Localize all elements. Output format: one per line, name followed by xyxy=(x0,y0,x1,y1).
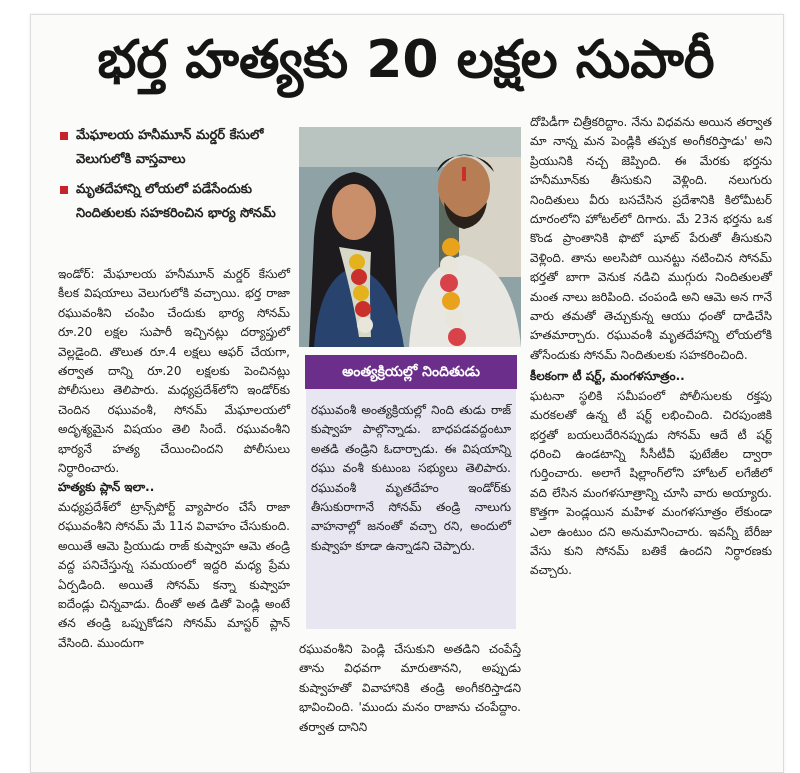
red-bullet-icon xyxy=(60,186,68,194)
photo-caption: అంత్యక్రియల్లో నిందితుడు xyxy=(305,355,517,389)
article-paragraph: ఇండోర్: మేఘాలయ హనీమూన్ మర్డర్ కేసులో కీలక విషయాలు వెలుగులోకి వచ్చాయి. భర్త రాజా రఘువంశీని చంపిం చేందుకు భార్య సోనమ్ రూ.20 లక్షల సుపారీ ఇచ్చినట్లు దర్యాప్తులో వెల్లడైంది. తొలుత రూ.4 లక్షలు ఆఫర్ చేయగా, తర్వాత దాన్ని రూ.20 లక్షలకు పెంచినట్లు పోలీసులు తెలిపారు. మధ్యప్రదేశ్‌లోని ఇండోర్‌కు చెందిన రఘువంశీ, సోనమ్ మేఘాలయలో అదృశ్యమైన విషయం తెలి సిందే. రఘువంశీని భార్యనే హత్య చేయించిందని పోలీసులు నిర్ధారించారు. xyxy=(58,267,290,476)
highlights-list xyxy=(60,124,290,232)
couple-photo xyxy=(299,127,521,347)
article-paragraph: ఘటనా స్థలికి సమీపంలో పోలీసులకు రక్తపు మరకలతో ఉన్న టీ షర్ట్ లభించింది. చిరపుంజికి భర్తతో బయలుదేరినప్పుడు సోనమ్ ఆదే టీ షర్ట్ ధరించి ఉండటాన్ని సీసీటీవీ ఫుటేజీల ద్వారా గుర్తించారు. అలాగే షిల్లాంగ్‌లోని హోటల్ లగేజీలో వది లేసిన మంగళసూత్రాన్ని చూసి వారు అయ్యారు. కొత్తగా పెండ్లయిన మహిళ మంగళసూత్రం లేకుండా ఎలా ఉంటుం దని అనుమానించారు. ఇవన్నీ బేరీజు వేసు కుని సోనమ్ బతికే ఉందని నిర్ధారణకు వచ్చారు. xyxy=(530,388,772,578)
article-column-2: రఘువంశీని పెండ్లి చేసుకుని అతడిని చంపేస్తే తాను విధవగా మారుతానని, అప్పుడు కుష్వాహతో వివాహానికి తండ్రి అంగీకరిస్తాడని భావించింది. 'ముందు మనం రాజాను చంపేద్దాం. తర్వాత దానిని xyxy=(299,642,521,734)
highlight-text: మేఘాలయ హనీమూన్ మర్డర్ కేసులో వెలుగులోకి వాస్తవాలు xyxy=(76,128,264,167)
highlight-item xyxy=(60,178,290,226)
highlight-item xyxy=(60,124,290,172)
headline: భర్త హత్యకు 20 లక్షల సుపారీ xyxy=(97,30,715,90)
article-column-1 xyxy=(58,265,290,653)
red-bullet-icon xyxy=(60,132,68,140)
highlight-text: మృతదేహాన్ని లోయలో పడేసేందుకు నిందితులకు సహకరించిన భార్య సోనమ్ xyxy=(76,182,276,221)
sidebar-text: రఘువంశీ అంత్యక్రియల్లో నింది తుడు రాజ్ కుష్వాహ పాల్గొన్నాడు. బాధపడవద్దంటూ అతడి తండ్రిని ఓదార్చాడు. ఈ విషయాన్ని రఘు వంశీ కుటుంబ సభ్యులు తెలిపారు. రఘువంశీ మృతదేహం ఇండోర్‌కు తీసుకురాగానే సోనమ్ తండ్రి నాలుగు వాహనాల్లో జనంతో వచ్చా రని, అందులో కుష్వాహ కూడా ఉన్నాడని చెప్పారు. xyxy=(311,403,511,553)
article-column-3 xyxy=(530,113,772,581)
article-paragraph: మధ్యప్రదేశ్‌లో ట్రాన్స్‌పోర్ట్ వ్యాపారం చేసే రాజా రఘువంశీని సోనమ్ మే 11న వివాహం చేసుకుంది. అయితే ఆమె ప్రియుడు రాజ్ కుష్వాహ ఆమె తండ్రి వద్ద పనిచేస్తున్న సమయంలో ఇద్దరి మధ్య ప్రేమ ఏర్పడింది. అయితే సోనమ్ కన్నా కుష్వాహ ఐదేండ్లు చిన్నవాడు. దీంతో అత డితో పెండ్లి అంటే తన తండ్రి ఒప్పుకోడని సోనమ్ మాస్టర్ ప్లాన్ వేసింది. ముందుగా xyxy=(58,499,290,650)
subheading: కీలకంగా టీ షర్ట్, మంగళసూత్రం.. xyxy=(530,369,685,384)
subheading: హత్యకు ప్లాన్ ఇలా.. xyxy=(58,480,155,495)
article-paragraph: దోపిడీగా చిత్రీకరిద్దాం. నేను విధవను అయిన తర్వాత మా నాన్న మన పెండ్లికి తప్పక అంగీకరిస్తాడు' అని ప్రియునికి నచ్చ జెప్పింది. ఈ మేరకు భర్తను హనీమూన్‌కు తీసుకుని వెళ్లింది. నలుగురు నిందితులు వీరు బసచేసిన ప్రదేశానికి కిలోమీటర్ దూరంలోని హోటల్‌లో దిగారు. మే 23న భర్తను ఒక కొండ ప్రాంతానికి ఫొటో షూట్ పేరుతో తీసుకుని వెళ్లింది. తాను అలసిపో యినట్టు నటించిన సోనమ్ భర్తతో బాగా వెనుక నడిచి ముగ్గురు నిందితులతో మంత నాలు జరిపింది. చంపండి అని ఆమె అన గానే వారు తమతో తెచ్చుకున్న ఆయు ధంతో దాడిచేసి హతమార్చారు. రఘువంశీ మృతదేహాన్ని లోయలోకి తోసేందుకు సోనమ్ నిందితులకు సహకరించింది. xyxy=(530,115,772,362)
